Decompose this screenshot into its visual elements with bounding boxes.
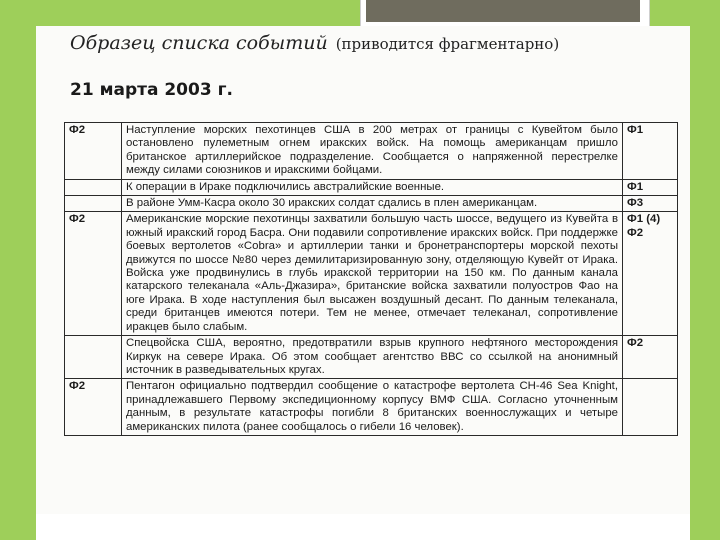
event-text: В районе Умм-Касра около 30 иракских солдат сдались в плен американцам. (122, 196, 623, 212)
frame-band-top-right (650, 0, 690, 26)
event-text: Спецвойска США, вероятно, предотвратили взрыв крупного нефтяного месторождения Киркук на севере Ирака. Об этом сообщает агентство ВВС со ссылкой на анонимный источник в разведывательных кругах. (122, 336, 623, 379)
event-text: Пентагон официально подтвердил сообщение о катастрофе вертолета CH-46 Sea Knight, принадлежавшего Первому экспедиционному корпусу ВМФ США. Согласно уточненным данным, в результате катастрофы погибли 8 британских военнослужащих и четыре американских пилота (ранее сообщалось о гибели 16 человек). (122, 379, 623, 436)
source-code-right: Ф2 (623, 336, 678, 379)
frame-band-top-left (36, 0, 360, 26)
page-title (70, 32, 559, 54)
title-text: Образец списка событий (70, 32, 328, 54)
slide-bottom-margin (36, 514, 690, 540)
event-text: К операции в Ираке подключились австралийские военные. (122, 179, 623, 195)
events-table (64, 122, 678, 436)
source-code-right: Ф1 (623, 179, 678, 195)
source-code-right: Ф1 (4) Ф2 (623, 212, 678, 336)
table-row (65, 379, 678, 436)
source-code-right: Ф3 (623, 196, 678, 212)
title-subtitle: (приводится фрагментарно) (335, 35, 560, 53)
table-row (65, 179, 678, 195)
scanned-page (36, 26, 690, 514)
source-code-right: Ф1 (623, 123, 678, 180)
source-code-left: Ф2 (65, 123, 122, 180)
source-code-left: Ф2 (65, 212, 122, 336)
table-row (65, 196, 678, 212)
source-code-right (623, 379, 678, 436)
event-date: 21 марта 2003 г. (70, 80, 233, 100)
event-text: Наступление морских пехотинцев США в 200 метрах от границы с Кувейтом было остановлено пулеметным огнем иракских войск. На помощь американцам пришло британское артиллерийское подразделение. Сообщается о напряженной перестрелке между силами союзников и иракскими бойцами. (122, 123, 623, 180)
table-row (65, 123, 678, 180)
event-text: Американские морские пехотинцы захватили большую часть шоссе, ведущего из Кувейта в южный иракский город Басра. Они подавили сопротивление иракских войск. При поддержке боевых вертолетов «Cobra» и артиллерии танки и бронетранспортеры морской пехоты движутся по шоссе №80 через демилитаризированную зону, отделяющую Кувейт от Ирака. Войска уже продвинулись в глубь иракской территории на 150 км. По данным канала катарского телеканала «Аль-Джазира», британские войска захватили полуостров Фао на юге Ирака. В ходе наступления был высажен воздушный десант. По данным телеканала, среди британцев имеются потери. Тем не менее, отмечает телеканал, сопротивление иракцев было слабым. (122, 212, 623, 336)
source-code-left: Ф2 (65, 379, 122, 436)
table-row (65, 336, 678, 379)
frame-band-left (0, 0, 36, 540)
source-code-left (65, 196, 122, 212)
source-code-left (65, 336, 122, 379)
frame-band-right (690, 0, 720, 540)
source-code-left (65, 179, 122, 195)
table-row (65, 212, 678, 336)
frame-tab (366, 0, 640, 22)
